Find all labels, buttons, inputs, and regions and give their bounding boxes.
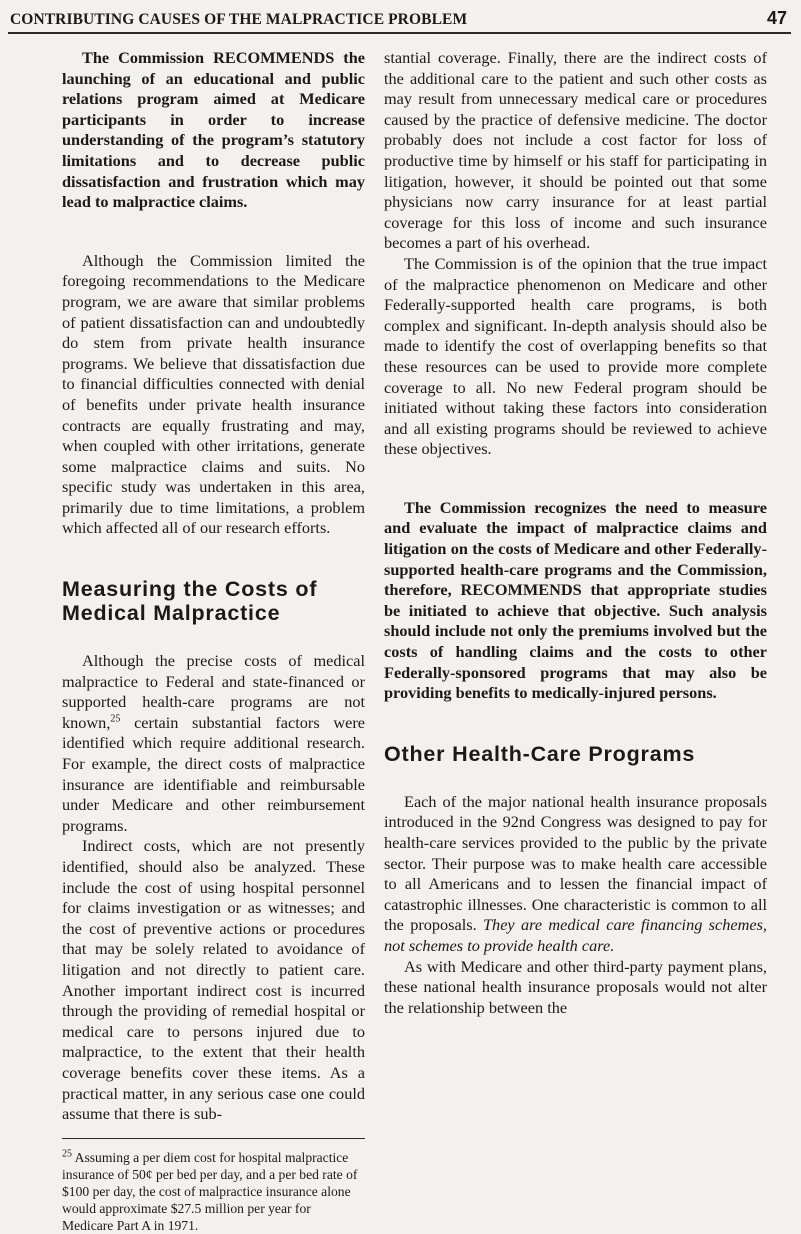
footnote-marker: 25: [62, 1148, 72, 1160]
section-heading-measuring-costs: Measuring the Costs of Medical Malpractice: [62, 577, 318, 626]
footnote-text: Assuming a per diem cost for hospital malpractice insurance of 50¢ per bed per day, and a per bed rate of $100 per day, the cost of malpractice insurance alone would approximate $27.5 million per year for Medicare Part A in 1971.: [62, 1150, 358, 1234]
running-title: CONTRIBUTING CAUSES OF THE MALPRACTICE PROBLEM: [10, 11, 468, 28]
footnote-rule: [62, 1138, 365, 1140]
section-heading-other-programs: Other Health-Care Programs: [384, 741, 696, 766]
national-proposals-italic: They are medical care financing schemes, not schemes to provide health care.: [384, 915, 767, 955]
paragraph-national-proposals: [384, 792, 767, 957]
footnote: [62, 1149, 365, 1234]
recommendation-medicare-education: The Commission RECOMMENDS the launching of an educational and public relations program aimed at Medicare participants in order to increase understanding of the program’s statutory limitations and to decrease public dissatisfaction and frustration which may lead to malpractice claims.: [62, 48, 365, 212]
direct-costs-text-end: certain substantial factors were identified which require additional research. For example, the direct costs of malpractice insurance are identifiable and reimbursable under Medicare and other reimbursement programs.: [62, 712, 365, 835]
footnote-reference: 25: [110, 713, 121, 725]
paragraph-indirect-costs: Indirect costs, which are not presently identified, should also be analyzed. These include the cost of using hospital personnel for claims investigation or as witnesses; and the cost of preventive actions or procedures that may be solely related to avoidance of litigation and not directly to patient care. Another important indirect cost is incurred through the providing of remedial hospital or medical care to persons injured due to malpractice, to the extent that their health coverage benefits cover these items. As a practical matter, in any serious case one could assume that there is sub-: [62, 836, 365, 1124]
national-proposals-text: Each of the major national health insurance proposals introduced in the 92nd Congress was designed to pay for health-care services provided to the public by the private sector. Their purpose was to make health care accessible to all Americans and to lessen the financial impact of catastrophic illnesses. One characteristic is common to all the proposals.: [384, 791, 767, 935]
paragraph-third-party-plans: As with Medicare and other third-party payment plans, these national health insurance proposals would not alter the relationship between the: [384, 956, 767, 1017]
right-column: [384, 48, 767, 1018]
left-column: [62, 48, 365, 1234]
direct-costs-text-start: Although the precise costs of medical malpractice to Federal and state-financed or supported health-care programs are not known,: [62, 651, 365, 732]
paragraph-indirect-costs-continued: stantial coverage. Finally, there are the indirect costs of the additional care to the patient and such other costs as may result from unnecessary medical care or procedures caused by the practice of defensive medicine. The doctor probably does not include a cost factor for loss of productive time by himself or his staff for participating in litigation, however, it should be pointed out that some physicians now carry insurance for at least partial coverage for this loss of income and such insurance becomes a part of his overhead.: [384, 48, 767, 253]
paragraph-direct-costs: [62, 651, 365, 836]
paragraph-private-insurance: Although the Commission limited the foregoing recommendations to the Medicare program, we are aware that similar problems of patient dissatisfaction can and undoubtedly do stem from private health insurance programs. We believe that dissatisfaction due to financial difficulties connected with denial of benefits under private health insurance contracts are equally frustrating and may, when coupled with other irritations, generate some malpractice claims and suits. No specific study was undertaken in this area, primarily due to time limitations, a problem which affected all of our research efforts.: [62, 250, 365, 538]
recommendation-measure-impact: The Commission recognizes the need to measure and evaluate the impact of malpractice claims and litigation on the costs of Medicare and other Federally-supported health-care programs and the Commission, therefore, RECOMMENDS that appropriate studies be initiated to achieve that objective. Such analysis should include not only the premiums involved but the costs of handling claims and the costs to other Federally-sponsored programs that may also be providing benefits to medically-injured persons.: [384, 497, 767, 703]
page-number: 47: [766, 8, 787, 28]
running-head: [10, 8, 787, 30]
paragraph-true-impact: The Commission is of the opinion that the true impact of the malpractice phenomenon on Medicare and other Federally-supported health care programs, is both complex and significant. In-depth analysis should also be made to identify the cost of overlapping benefits so that these resources can be used to provide more complete coverage to all. No new Federal program should be initiated without taking these factors into consideration and all existing programs should be reviewed to achieve these objectives.: [384, 253, 767, 459]
header-rule: [8, 32, 791, 34]
